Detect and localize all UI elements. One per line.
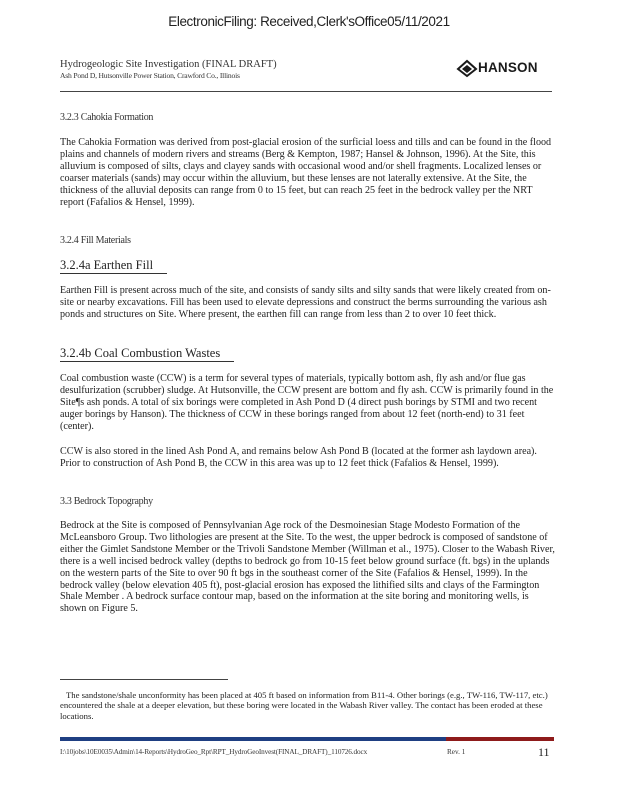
heading-3-3: 3.3 Bedrock Topography [60,496,153,507]
paragraph-ccw-2: CCW is also stored in the lined Ash Pond A, and remains below Ash Pond B (located at the former ash laydown area). Prior to construction of Ash Pond B, the CCW in this area was up to 12 feet thick (Fafalios & Hensel, 1999). [60,446,537,469]
heading-3-2-4a-text: 3.2.4a Earthen Fill [60,258,167,274]
heading-3-2-3: 3.2.3 Cahokia Formation [60,112,154,123]
electronic-filing-stamp: ElectronicFiling: Received,Clerk'sOffice05/11/2021 [168,14,450,29]
heading-3-2-4: 3.2.4 Fill Materials [60,235,131,246]
header-divider [60,91,552,92]
document-title: Hydrogeologic Site Investigation (FINAL DRAFT) [60,59,277,70]
heading-3-2-4a [60,258,167,273]
hanson-logo-text: HANSON [478,60,538,75]
footer-revision: Rev. 1 [447,748,466,756]
footer-bar-blue [60,737,446,741]
footer-file-path: I:\10jobs\10E0035\Admin\14-Reports\HydroGeo_Rpt\RPT_HydroGeoInvest(FINAL_DRAFT)_110726.docx [60,748,368,756]
footer-bar-red [446,737,554,741]
page-number: 11 [538,745,550,759]
footnote: The sandstone/shale unconformity has been placed at 405 ft based on information from B11-4. Other borings (e.g., TW-116, TW-117, etc.) encountered the shale at a deeper elevation, but these boring were located in the Wabash River valley. The contact has been eroded at these locations. [60,690,548,721]
paragraph-cahokia: The Cahokia Formation was derived from post-glacial erosion of the surficial loess and tills and can be found in the flood plains and channels of modern rivers and streams (Berg & Kempton, 1987; Hansel & Johnson, 1996). At the Site, this alluvium is composed of silts, clays and clayey sands with occasional wood and/or shell fragments. Localized lenses or coarser materials (sands) may occur within the alluvium, but these lenses are not laterally extensive. At the Site, the thickness of the alluvial deposits can range from 0 to 15 feet, but can reach 25 feet in the bedrock valley per the NRT report (Fafalios & Hensel, 1999). [60,137,552,208]
heading-3-2-4b [60,346,234,361]
document-subtitle: Ash Pond D, Hutsonville Power Station, Crawford Co., Illinois [60,71,240,80]
footnote-divider [60,679,228,680]
heading-3-2-4b-text: 3.2.4b Coal Combustion Wastes [60,346,234,362]
paragraph-earthen-fill: Earthen Fill is present across much of the site, and consists of sandy silts and silty sands that were likely created from on-site or nearby excavations. Fill has been used to elevate depressions and construct the berms surrounding the various ash ponds and structures on Site. Where present, the earthen fill can range from less than 2 to over 10 feet thick. [60,285,551,320]
paragraph-bedrock: Bedrock at the Site is composed of Pennsylvanian Age rock of the Desmoinesian Stage Modesto Formation of the McLeansboro Group. Two lithologies are present at the Site. To the west, the upper bedrock is composed of sandstone of either the Gimlet Sandstone Member or the Trivoli Sandstone Member (Willman et al., 1975). Closer to the Wabash River, there is a well incised bedrock valley (depths to bedrock go from 10-15 feet below ground surface (ft. bgs) in the uplands on the western parts of the Site to over 90 ft bgs in the southeast corner of the Site (Fafalios & Hensel, 1999). In the bedrock valley (below elevation 405 ft), post-glacial erosion has exposed the lithified silts and clays of the Farmington Shale Member . A bedrock surface contour map, based on the information at the site boring and monitoring wells, is shown on Figure 5. [60,520,555,615]
paragraph-ccw-1: Coal combustion waste (CCW) is a term for several types of materials, typically bottom ash, fly ash and/or flue gas desulfurization (scrubber) sludge. At Hutsonville, the CCW present are bottom and fly ash. CCW is primarily found in the Site¶s ash ponds. A total of six borings were completed in Ash Pond D (4 direct push borings by STMI and two recent auger borings by Hanson). The thickness of CCW in these borings ranged from about 12 feet (north-end) to 31 feet (center). [60,373,554,432]
